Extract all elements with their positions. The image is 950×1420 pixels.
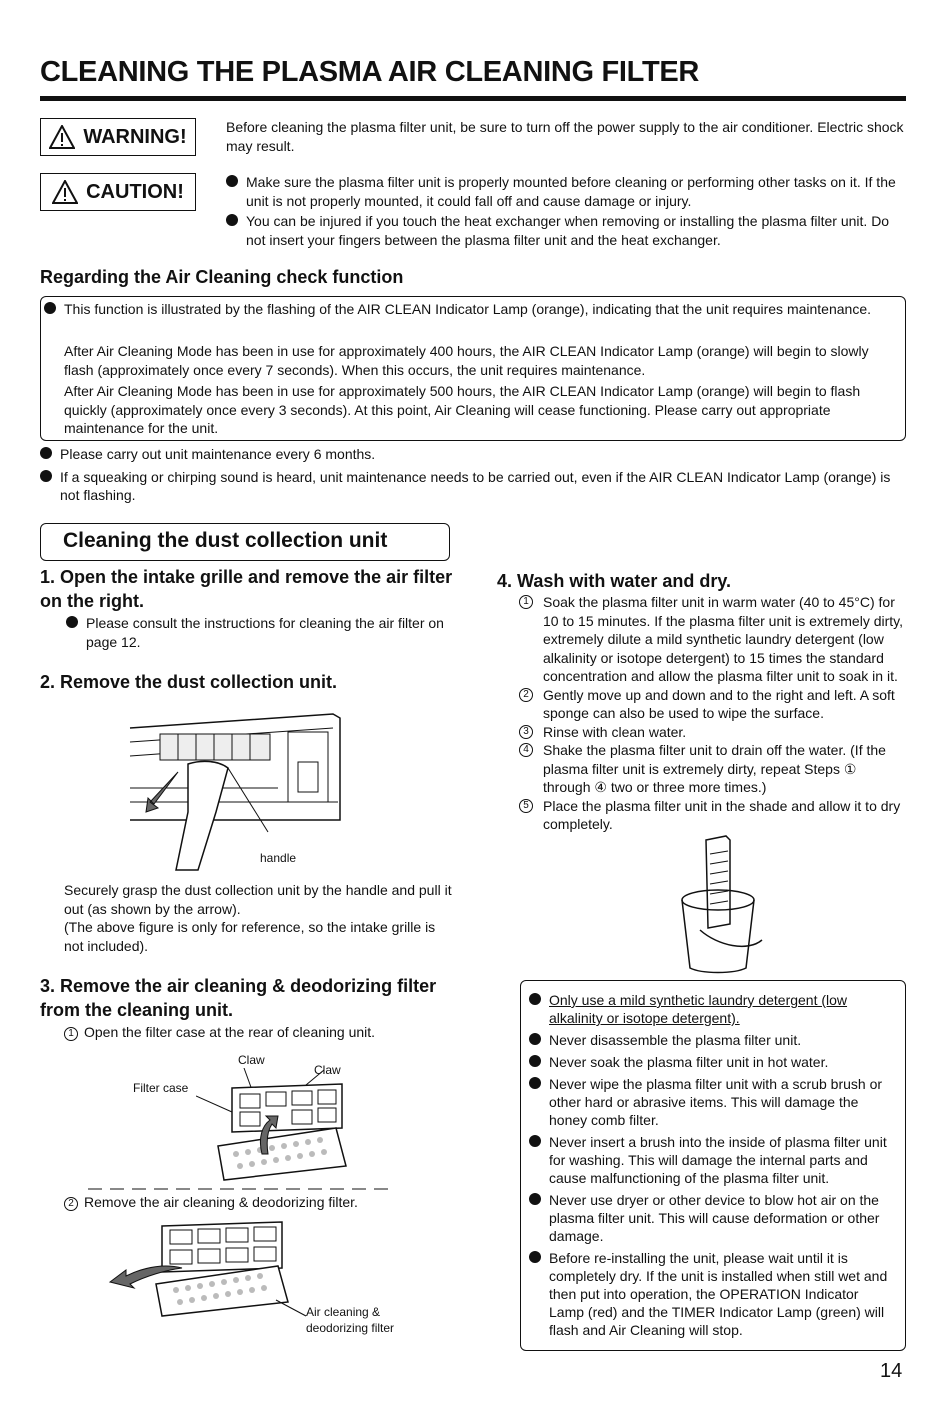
- notes-list: [529, 991, 893, 1339]
- claw-label-1: Claw: [238, 1053, 265, 1067]
- warning-label-text: WARNING!: [83, 125, 187, 148]
- notes-box: [520, 980, 906, 1351]
- step3-title: 3. Remove the air cleaning & deodorizing filter from the cleaning unit.: [40, 976, 437, 1020]
- caution-list: [226, 173, 908, 251]
- check-function-para-400h: After Air Cleaning Mode has been in use for approximately 400 hours, the AIR CLEAN Indicator Lamp (orange) will begin to slowly flash (approximately once every 7 seconds). When this occurs, the unit requires maintenance.: [64, 343, 869, 378]
- warning-text: Before cleaning the plasma filter unit, be sure to turn off the power supply to the air conditioner. Electric shock may result.: [226, 119, 904, 154]
- page-number: 14: [880, 1360, 903, 1382]
- note-item: Only use a mild synthetic laundry detergent (low alkalinity or isotope detergent).: [529, 991, 893, 1027]
- maintenance-item: If a squeaking or chirping sound is heard, unit maintenance needs to be carried out, even if the AIR CLEAN Indicator Lamp (orange) is not flashing.: [40, 468, 908, 505]
- check-function-para-500h: After Air Cleaning Mode has been in use for approximately 500 hours, the AIR CLEAN Indicator Lamp (orange) will begin to flash quickly (approximately once every 3 seconds). At this point, Air Cleaning will cease functioning. Please carry out appropriate maintenance for the unit.: [64, 383, 861, 436]
- dust-collection-illustration: [128, 712, 348, 872]
- step3-sub2: 2 Remove the air cleaning & deodorizing filter.: [64, 1193, 454, 1212]
- warning-triangle-icon: [49, 125, 75, 149]
- title-rule: [40, 96, 906, 101]
- step2-title: 2. Remove the dust collection unit.: [40, 672, 338, 692]
- section-heading: Cleaning the dust collection unit: [40, 523, 450, 561]
- filter-removal-illustration: [106, 1220, 306, 1320]
- bucket-illustration: [678, 834, 768, 974]
- step4-item: 4 Shake the plasma filter unit to drain off the water. (If the plasma filter unit is extremely dirty, repeat Steps ① through ④ two or three more times.): [519, 741, 907, 797]
- maintenance-list: [40, 445, 908, 507]
- step4-title: 4. Wash with water and dry.: [497, 571, 732, 591]
- claw-label-2: Claw: [314, 1063, 341, 1077]
- maintenance-item: Please carry out unit maintenance every 6 months.: [40, 445, 908, 464]
- step4-list: [519, 593, 907, 834]
- note-item: Never use dryer or other device to blow hot air on the plasma filter unit. This will cause deformation or other damage.: [529, 1191, 893, 1245]
- step1-title: 1. Open the intake grille and remove the air filter on the right.: [40, 567, 453, 611]
- handle-label: handle: [260, 851, 297, 865]
- warning-label: [40, 118, 196, 156]
- caution-label: [40, 173, 196, 211]
- filter-case-illustration: [196, 1068, 356, 1186]
- note-item: Never soak the plasma filter unit in hot water.: [529, 1053, 893, 1071]
- check-function-bullet: This function is illustrated by the flashing of the AIR CLEAN Indicator Lamp (orange), indicating that the unit requires maintenance.: [44, 300, 900, 321]
- caution-item: Make sure the plasma filter unit is properly mounted before cleaning or performing other tasks on it. If the unit is not properly mounted, it could fall off and cause damage or injury.: [226, 173, 908, 210]
- step4-item: 5 Place the plasma filter unit in the shade and allow it to dry completely.: [519, 797, 907, 834]
- air-filter-label: Air cleaning & deodorizing filter: [306, 1305, 395, 1335]
- note-item: Never disassemble the plasma filter unit.: [529, 1031, 893, 1049]
- step1-bullet-list: Please consult the instructions for cleaning the air filter on page 12.: [66, 614, 446, 653]
- note-item: Before re-installing the unit, please wait until it is completely dry. If the unit is installed when still wet and then put into operation, the OPERATION Indicator Lamp (red) and the TIMER Indicator Lamp (green) will flash and Air Cleaning will stop.: [529, 1249, 893, 1339]
- note-item: Never insert a brush into the inside of plasma filter unit for washing. This will damage the internal parts and cause malfunctioning of the plasma filter unit.: [529, 1133, 893, 1187]
- caution-label-text: CAUTION!: [86, 180, 184, 203]
- check-function-heading: Regarding the Air Cleaning check function: [40, 267, 404, 287]
- step4-item: 3 Rinse with clean water.: [519, 723, 907, 742]
- dashed-separator: [88, 1186, 388, 1192]
- step3-sub1: 1 Open the filter case at the rear of cleaning unit.: [64, 1023, 454, 1042]
- step2-caption: Securely grasp the dust collection unit by the handle and pull it out (as shown by the arrow). (The above figure is only for reference, so the intake grille is not included).: [64, 882, 452, 954]
- page-title: CLEANING THE PLASMA AIR CLEANING FILTER: [40, 56, 700, 88]
- caution-triangle-icon: [52, 180, 78, 204]
- caution-item: You can be injured if you touch the heat exchanger when removing or installing the plasma filter unit. Do not insert your fingers between the plasma filter unit and the heat exchanger.: [226, 212, 908, 249]
- step4-item: 2 Gently move up and down and to the right and left. A soft sponge can also be used to wipe the surface.: [519, 686, 907, 723]
- note-item: Never wipe the plasma filter unit with a scrub brush or other hard or abrasive items. This will damage the honey comb filter.: [529, 1075, 893, 1129]
- step4-item: 1 Soak the plasma filter unit in warm water (40 to 45°C) for 10 to 15 minutes. If the plasma filter unit is extremely dirty, extremely dilute a mild synthetic laundry detergent (low alkalinity or isotope detergent) to 15 times the standard concentration and allow the plasma filter unit to soak in it.: [519, 593, 907, 686]
- filter-case-label: Filter case: [133, 1081, 189, 1095]
